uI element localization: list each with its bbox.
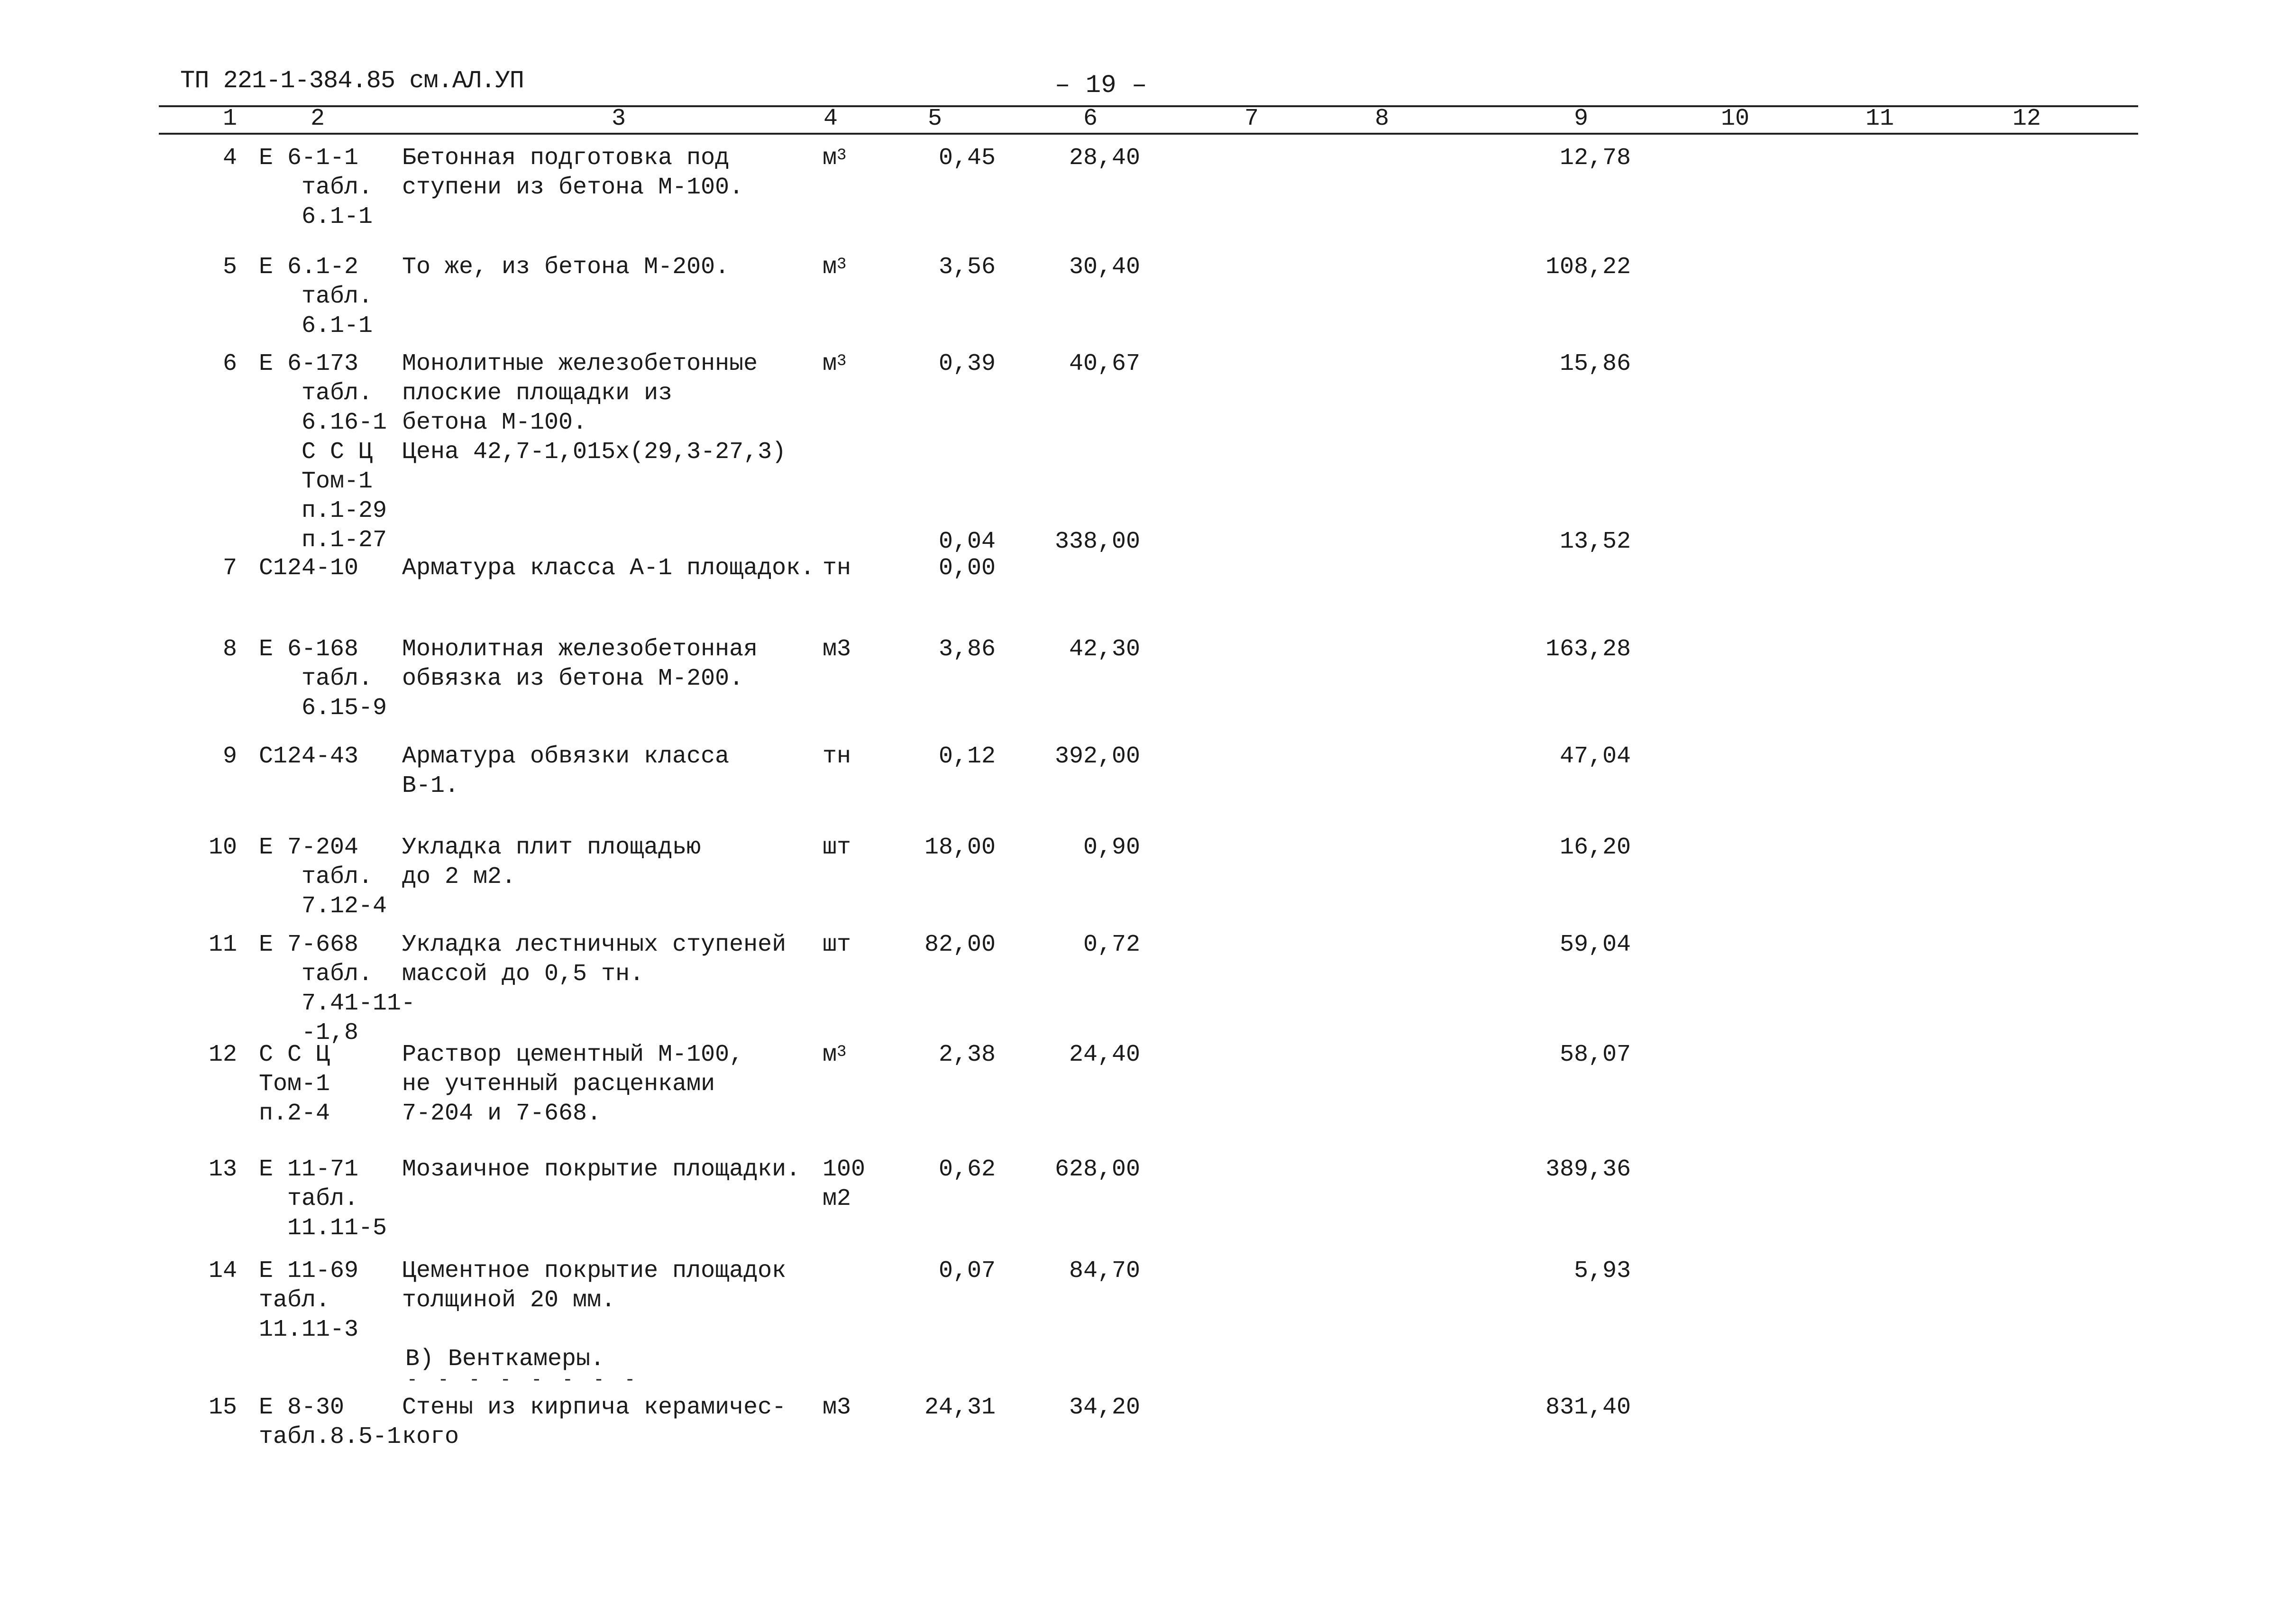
column-header-2: 2 (310, 105, 325, 132)
row-number: 10 (208, 834, 237, 861)
quantity: 18,00 (924, 834, 996, 861)
unit: $м^3$ (823, 1041, 847, 1068)
work-description: Цементное покрытие площадок толщиной 20 мм. (402, 1257, 787, 1314)
norm-code: Е 6.1-2 табл. 6.1-1 (259, 254, 373, 339)
quantity: 0,07 (938, 1257, 996, 1285)
total-cost: 47,04 (1559, 743, 1631, 770)
unit-price: 0,90 (1083, 834, 1140, 861)
unit-price: 392,00 (1054, 743, 1140, 770)
column-header-9: 9 (1573, 105, 1588, 132)
norm-code: С124-10 (259, 555, 359, 582)
total-cost: 831,40 (1545, 1394, 1631, 1421)
norm-code: Е 11-71 табл. 11.11-5 (259, 1156, 387, 1242)
row-number: 9 (222, 743, 237, 770)
column-header-5: 5 (927, 105, 942, 132)
unit: шт (823, 931, 851, 958)
norm-code: С С Ц Том-1 п.2-4 (259, 1041, 330, 1127)
unit: шт (823, 834, 851, 861)
norm-code: Е 6-173 табл. 6.16-1 С С Ц Том-1 п.1-29 п.1-27 (259, 350, 387, 554)
page-number: – 19 – (1055, 71, 1147, 100)
norm-code: Е 7-668 табл. 7.41-11- -1,8 (259, 931, 416, 1046)
unit: 100 м2 (823, 1156, 866, 1212)
norm-code: Е 7-204 табл. 7.12-4 (259, 834, 387, 920)
unit-price: 24,40 (1069, 1041, 1140, 1068)
column-header-1: 1 (222, 105, 237, 132)
quantity: 0,62 (938, 1156, 996, 1183)
quantity: 24,31 (924, 1394, 996, 1421)
unit: тн (823, 555, 851, 582)
work-description: То же, из бетона М-200. (402, 254, 730, 281)
row-number: 12 (208, 1041, 237, 1068)
column-header-11: 11 (1865, 105, 1894, 132)
unit-price: 84,70 (1069, 1257, 1140, 1285)
work-description: Монолитная железобетонная обвязка из бетона М-200. (402, 636, 758, 692)
work-description: Бетонная подготовка под ступени из бетона М-100. (402, 145, 744, 201)
unit-superscript: 3 (837, 1043, 847, 1061)
row-number: 7 (222, 555, 237, 582)
norm-code: С124-43 (259, 743, 359, 770)
unit-price: 338,00 (1054, 528, 1140, 555)
row-number: 14 (208, 1257, 237, 1285)
quantity: 0,39 (938, 350, 996, 377)
column-header-6: 6 (1083, 105, 1098, 132)
row-number: 6 (222, 350, 237, 377)
header-bottom-rule (159, 133, 2138, 135)
column-header-12: 12 (2012, 105, 2041, 132)
unit-superscript: 3 (837, 352, 847, 370)
column-header-4: 4 (823, 105, 838, 132)
section-underline: - - - - - - - - (407, 1370, 640, 1390)
work-description: Арматура класса А-1 площадок. (402, 555, 815, 582)
document-code: ТП 221-1-384.85 см.АЛ.УП (180, 67, 524, 95)
row-number: 13 (208, 1156, 237, 1183)
norm-code: Е 8-30 табл.8.5-1 (259, 1394, 402, 1450)
unit-price: 30,40 (1069, 254, 1140, 281)
column-header-8: 8 (1374, 105, 1389, 132)
column-header-3: 3 (611, 105, 626, 132)
total-cost: 16,20 (1559, 834, 1631, 861)
column-header-7: 7 (1244, 105, 1259, 132)
header-top-rule (159, 105, 2138, 107)
unit: $м^3$ (823, 350, 847, 377)
quantity: 82,00 (924, 931, 996, 958)
total-cost: 163,28 (1545, 636, 1631, 663)
unit-price: 28,40 (1069, 145, 1140, 172)
quantity: 0,00 (938, 555, 996, 582)
row-number: 4 (222, 145, 237, 172)
section-heading: В) Венткамеры. (405, 1346, 605, 1373)
norm-code: Е 6-168 табл. 6.15-9 (259, 636, 387, 722)
row-number: 8 (222, 636, 237, 663)
total-cost: 108,22 (1545, 254, 1631, 281)
quantity: 0,04 (938, 528, 996, 555)
unit: $м^3$ (823, 254, 847, 281)
quantity: 2,38 (938, 1041, 996, 1068)
unit-price: 34,20 (1069, 1394, 1140, 1421)
norm-code: Е 11-69 табл. 11.11-3 (259, 1257, 359, 1343)
norm-code: Е 6-1-1 табл. 6.1-1 (259, 145, 373, 230)
row-number: 11 (208, 931, 237, 958)
unit-price: 0,72 (1083, 931, 1140, 958)
total-cost: 5,93 (1573, 1257, 1631, 1285)
unit: $м^3$ (823, 145, 847, 172)
unit-price: 40,67 (1069, 350, 1140, 377)
work-description: Мозаичное покрытие площадки. (402, 1156, 801, 1183)
unit-superscript: 3 (837, 256, 847, 274)
quantity: 3,56 (938, 254, 996, 281)
unit-price: 42,30 (1069, 636, 1140, 663)
row-number: 15 (208, 1394, 237, 1421)
quantity: 0,12 (938, 743, 996, 770)
total-cost: 58,07 (1559, 1041, 1631, 1068)
total-cost: 15,86 (1559, 350, 1631, 377)
unit: тн (823, 743, 851, 770)
quantity: 0,45 (938, 145, 996, 172)
work-description: Арматура обвязки класса В-1. (402, 743, 730, 799)
work-description: Укладка плит площадью до 2 м2. (402, 834, 701, 890)
total-cost: 59,04 (1559, 931, 1631, 958)
total-cost: 13,52 (1559, 528, 1631, 555)
total-cost: 389,36 (1545, 1156, 1631, 1183)
work-description: Раствор цементный М-100, не учтенный расценками 7-204 и 7-668. (402, 1041, 744, 1127)
work-description: Монолитные железобетонные плоские площадки из бетона М-100. Цена 42,7-1,015х(29,3-27,3) (402, 350, 787, 466)
unit-price: 628,00 (1054, 1156, 1140, 1183)
total-cost: 12,78 (1559, 145, 1631, 172)
row-number: 5 (222, 254, 237, 281)
unit: м3 (823, 1394, 851, 1421)
quantity: 3,86 (938, 636, 996, 663)
unit-superscript: 3 (837, 147, 847, 165)
column-header-10: 10 (1720, 105, 1749, 132)
unit: м3 (823, 636, 851, 663)
work-description: Стены из кирпича керамичес- кого (402, 1394, 787, 1450)
work-description: Укладка лестничных ступеней массой до 0,5 тн. (402, 931, 787, 988)
